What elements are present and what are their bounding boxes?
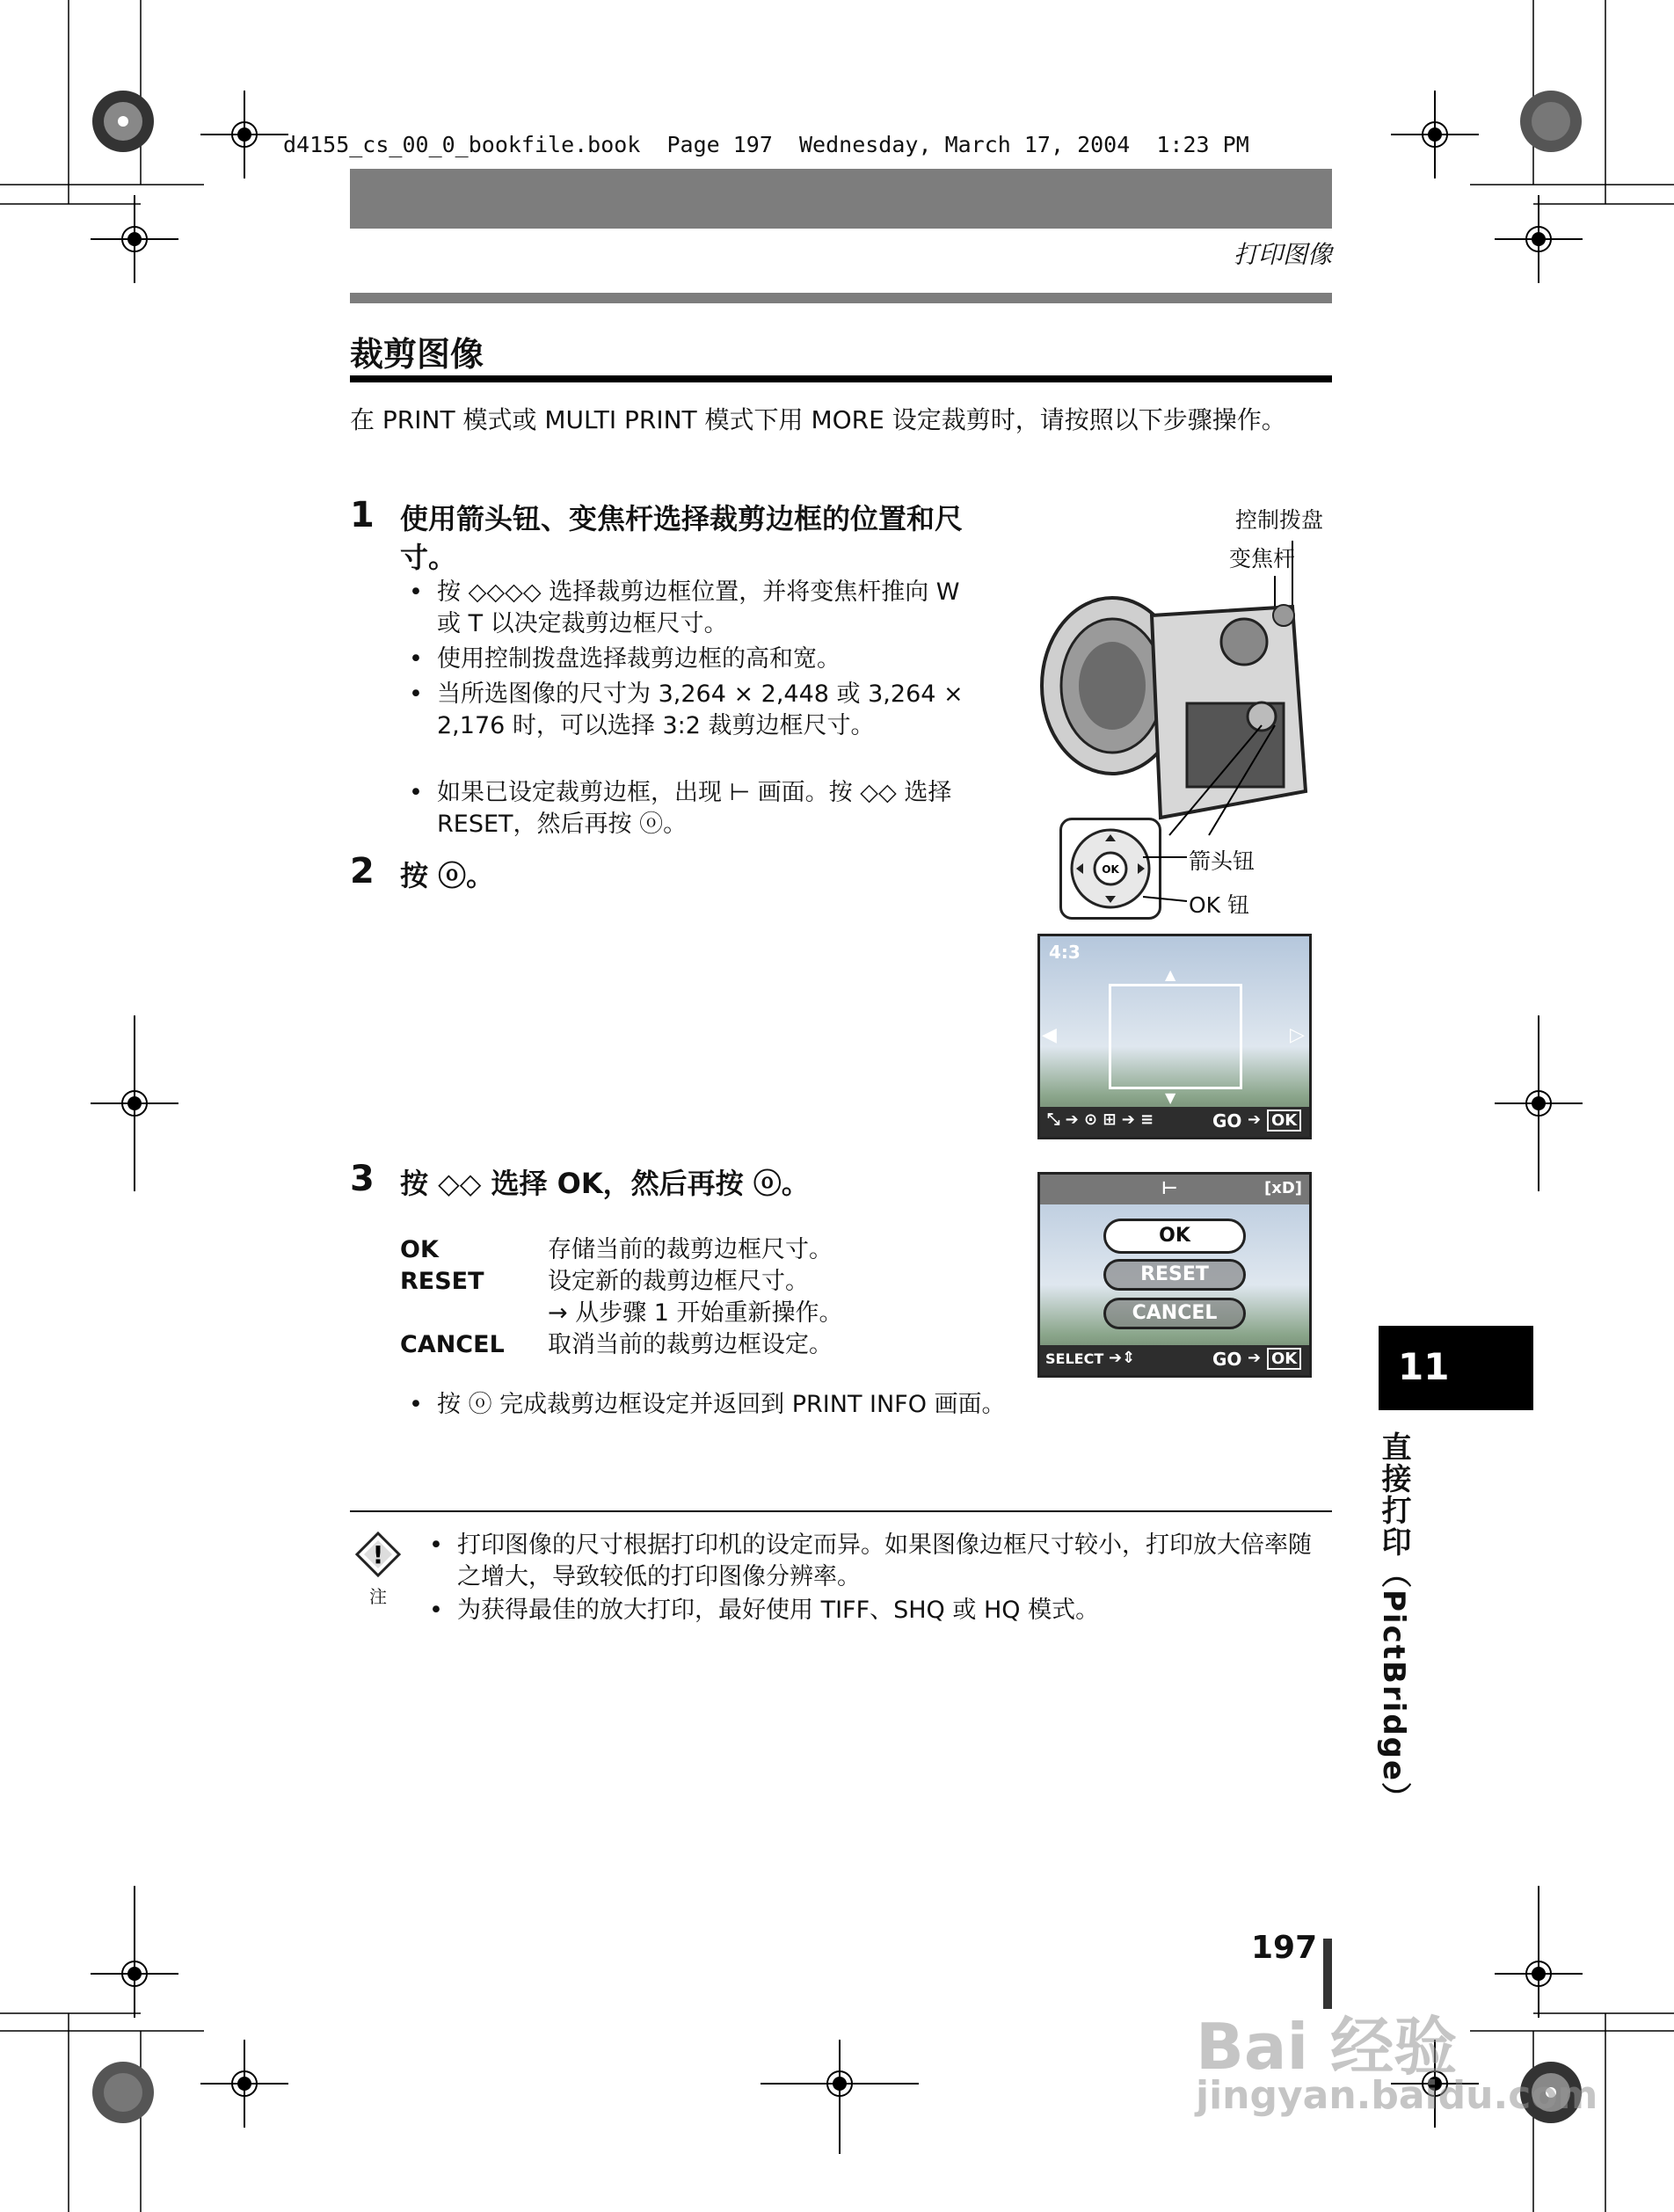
step1-bullet-1: • 按 ◇◇◇◇ 选择裁剪边框位置，并将变焦杆推向 W 或 T 以决定裁剪边框尺寸。 — [437, 577, 991, 640]
step2-number: 2 — [350, 851, 375, 891]
go-arrow-icon: ➔ — [1248, 1110, 1262, 1129]
option-row — [400, 1329, 843, 1361]
chapter-tab — [1379, 1326, 1533, 1410]
file-info: d4155_cs_00_0_bookfile.book Page 197 Wednesday, March 17, 2004 1:23 PM — [283, 132, 1249, 157]
lcd1-footer — [1040, 1107, 1309, 1137]
chapter-title: 直接打印（PictBridge） — [1376, 1431, 1411, 1815]
option-desc: → 从步骤 1 开始重新操作。 — [548, 1299, 843, 1327]
option-desc: 存储当前的裁剪边框尺寸。 — [548, 1236, 833, 1263]
lcd2-badge: [xD] — [1263, 1179, 1302, 1197]
step3-options — [400, 1234, 843, 1361]
crop-right-arrow-icon: ▷ — [1290, 1024, 1305, 1046]
camera-label-zoom: 变焦杆 — [1229, 546, 1296, 571]
option-row — [400, 1266, 843, 1298]
resize-icon: ⤡ ➔ ⊙ ⊞ ➔ ≡ — [1047, 1110, 1154, 1129]
go-arrow-icon: ➔ — [1248, 1349, 1262, 1367]
step1-bullet-3: • 当所选图像的尺寸为 3,264 × 2,448 或 3,264 × 2,176 时，可以选择 3:2 裁剪边框尺寸。 — [437, 679, 991, 742]
lcd2-select: SELECT — [1045, 1350, 1104, 1367]
lcd-ratio: 4:3 — [1049, 942, 1081, 963]
crop-icon: ⊢ — [1161, 1177, 1178, 1198]
step1-bullet-2: • 使用控制拨盘选择裁剪边框的高和宽。 — [437, 644, 991, 675]
lcd1-ok: OK — [1267, 1110, 1301, 1131]
option-key: OK — [400, 1236, 439, 1263]
select-arrow-icon: ➔⇕ — [1109, 1349, 1136, 1367]
warning-icon — [353, 1530, 403, 1579]
step2-text: 按 ⓞ。 — [400, 859, 495, 892]
step1-number: 1 — [350, 495, 375, 535]
header-bar — [350, 169, 1332, 229]
lcd-confirm-screen — [1037, 1172, 1312, 1378]
note-label: 注 — [369, 1586, 387, 1607]
crop-frame — [1109, 984, 1242, 1089]
lcd2-footer — [1040, 1345, 1309, 1375]
note-item-2: • 为获得最佳的放大打印，最好使用 TIFF、SHQ 或 HQ 模式。 — [457, 1595, 1332, 1626]
page-number: 197 — [1251, 1930, 1318, 1966]
option-key: RESET — [400, 1268, 484, 1295]
step3-text: 按 ◇◇ 选择 OK，然后再按 ⓞ。 — [400, 1167, 810, 1200]
lcd2-cancel-button[interactable]: CANCEL — [1103, 1298, 1246, 1329]
camera-label-arrow: 箭头钮 — [1189, 848, 1256, 874]
option-key: CANCEL — [400, 1331, 505, 1358]
camera-label-ok: OK 钮 — [1189, 892, 1250, 918]
lcd-crop-screen — [1037, 934, 1312, 1139]
lcd2-reset-button[interactable]: RESET — [1103, 1259, 1246, 1291]
option-desc: 取消当前的裁剪边框设定。 — [548, 1331, 833, 1358]
step1-bullet-4: • 如果已设定裁剪边框，出现 ⊢ 画面。按 ◇◇ 选择 RESET，然后再按 ⓞ。 — [437, 777, 991, 840]
section-header-title: 打印图像 — [1233, 240, 1332, 269]
lcd2-header — [1040, 1175, 1309, 1204]
lcd2-ok-button[interactable]: OK — [1103, 1219, 1246, 1254]
section-title: 裁剪图像 — [350, 335, 484, 374]
option-key — [400, 1298, 548, 1329]
note-item-1: • 打印图像的尺寸根据打印机的设定而异。如果图像边框尺寸较小，打印放大倍率随之增大，导致较低的打印图像分辨率。 — [457, 1530, 1332, 1593]
svg-text:!: ! — [372, 1540, 384, 1569]
crop-up-arrow-icon: ▲ — [1165, 966, 1176, 983]
lcd2-go: GO — [1212, 1349, 1242, 1370]
option-row — [400, 1234, 843, 1266]
lcd1-go: GO — [1212, 1110, 1242, 1131]
crop-down-arrow-icon: ▼ — [1165, 1089, 1176, 1106]
lcd2-ok: OK — [1267, 1348, 1301, 1370]
step3-number: 3 — [350, 1159, 375, 1199]
chapter-number: 11 — [1398, 1345, 1450, 1388]
pad-callout-lines — [1143, 844, 1196, 914]
step1-title: 使用箭头钮、变焦杆选择裁剪边框的位置和尺寸。 — [400, 502, 964, 574]
baidu-watermark-url: jingyan.baidu.com — [1196, 2073, 1598, 2118]
svg-text:OK: OK — [1102, 863, 1119, 876]
camera-label-dial: 控制拨盘 — [1235, 507, 1324, 533]
section-intro: 在 PRINT 模式或 MULTI PRINT 模式下用 MORE 设定裁剪时，请按照以下步骤操作。 — [350, 405, 1286, 434]
header-rule — [350, 293, 1332, 303]
baidu-watermark-logo: Bai 经验 — [1196, 2010, 1458, 2084]
note-rule — [350, 1510, 1332, 1512]
crop-left-arrow-icon: ◀ — [1042, 1024, 1057, 1046]
option-row — [400, 1298, 843, 1329]
step3-final-bullet: • 按 ⓞ 完成裁剪边框设定并返回到 PRINT INFO 画面。 — [437, 1389, 1316, 1421]
option-desc: 设定新的裁剪边框尺寸。 — [548, 1268, 809, 1295]
section-title-rule — [350, 375, 1332, 382]
